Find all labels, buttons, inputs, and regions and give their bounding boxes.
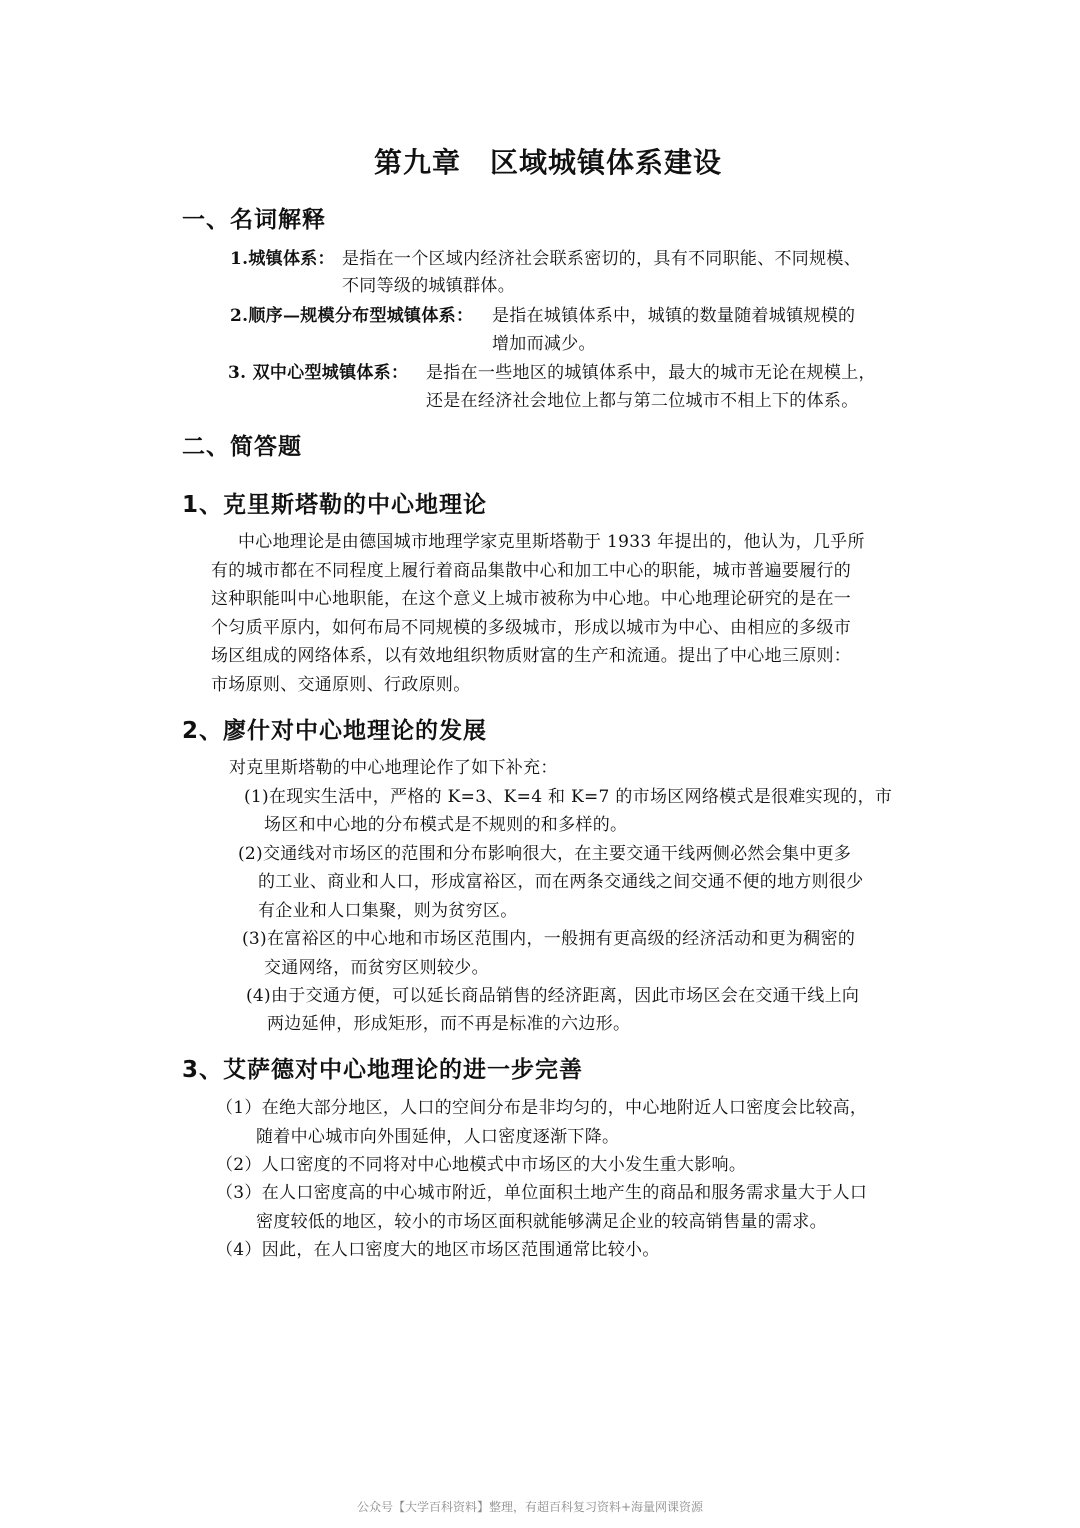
list-item-line: 场区和中心地的分布模式是不规则的和多样的。: [264, 815, 628, 835]
list-item-line: (1)在现实生活中，严格的 K=3、K=4 和 K=7 的市场区网络模式是很难实现的，市: [244, 787, 893, 807]
paragraph-line: 个匀质平原内，如何布局不同规模的多级城市，形成以城市为中心、由相应的多级市: [211, 618, 852, 638]
question-heading: 1、克里斯塔勒的中心地理论: [182, 492, 488, 518]
question-heading: 2、廖什对中心地理论的发展: [182, 718, 488, 744]
term-definition-line: 还是在经济社会地位上都与第二位城市不相上下的体系。: [426, 391, 859, 411]
term-definition-line: 是指在一个区域内经济社会联系密切的，具有不同职能、不同规模、: [342, 249, 861, 269]
term-definition-line: 是指在城镇体系中，城镇的数量随着城镇规模的: [492, 306, 856, 326]
term-label: 1.城镇体系：: [230, 249, 335, 269]
list-item-line: (3)在富裕区的中心地和市场区范围内，一般拥有更高级的经济活动和更为稠密的: [242, 929, 856, 949]
list-item-line: 的工业、商业和人口，形成富裕区，而在两条交通线之间交通不便的地方则很少: [258, 872, 864, 892]
paragraph-line: 市场原则、交通原则、行政原则。: [211, 675, 471, 695]
term-label: 3. 双中心型城镇体系：: [228, 363, 409, 383]
section-heading-terms: 一、名词解释: [182, 207, 326, 233]
list-item-line: 两边延伸，形成矩形，而不再是标准的六边形。: [267, 1014, 631, 1034]
list-item-line: 随着中心城市向外围延伸，人口密度逐渐下降。: [256, 1127, 620, 1147]
list-item-line: 交通网络，而贫穷区则较少。: [264, 958, 489, 978]
term-definition-line: 增加而减少。: [492, 334, 596, 354]
list-item-line: 有企业和人口集聚，则为贫穷区。: [258, 901, 518, 921]
section-heading-short-answer: 二、简答题: [182, 434, 302, 460]
paragraph-line: 场区组成的网络体系，以有效地组织物质财富的生产和流通。提出了中心地三原则：: [211, 646, 852, 666]
paragraph-line: 有的城市都在不同程度上履行着商品集散中心和加工中心的职能，城市普遍要履行的: [211, 561, 852, 581]
term-label: 2.顺序—规模分布型城镇体系：: [230, 306, 474, 326]
paragraph-line: 中心地理论是由德国城市地理学家克里斯塔勒于 1933 年提出的，他认为，几乎所: [238, 532, 865, 552]
page-title: 第九章 区域城镇体系建设: [374, 146, 723, 179]
list-item-line: （4）因此，在人口密度大的地区市场区范围通常比较小。: [216, 1240, 660, 1260]
list-item-line: (4)由于交通方便，可以延长商品销售的经济距离，因此市场区会在交通干线上向: [246, 986, 860, 1006]
list-item-line: （3）在人口密度高的中心城市附近，单位面积土地产生的商品和服务需求量大于人口: [216, 1183, 868, 1203]
page-footer-watermark: 公众号【大学百科资料】整理，有超百科复习资料+海量网课资源: [357, 1500, 704, 1514]
term-definition-line: 是指在一些地区的城镇体系中，最大的城市无论在规模上，: [426, 363, 876, 383]
term-definition-line: 不同等级的城镇群体。: [342, 276, 515, 296]
question-heading: 3、艾萨德对中心地理论的进一步完善: [182, 1057, 584, 1083]
list-item-line: 密度较低的地区，较小的市场区面积就能够满足企业的较高销售量的需求。: [256, 1212, 827, 1232]
list-item-line: (2)交通线对市场区的范围和分布影响很大，在主要交通干线两侧必然会集中更多: [238, 844, 852, 864]
paragraph-line: 对克里斯塔勒的中心地理论作了如下补充：: [229, 758, 558, 778]
paragraph-line: 这种职能叫中心地职能，在这个意义上城市被称为中心地。中心地理论研究的是在一: [211, 589, 852, 609]
list-item-line: （1）在绝大部分地区，人口的空间分布是非均匀的，中心地附近人口密度会比较高，: [216, 1098, 868, 1118]
list-item-line: （2）人口密度的不同将对中心地模式中市场区的大小发生重大影响。: [216, 1155, 747, 1175]
